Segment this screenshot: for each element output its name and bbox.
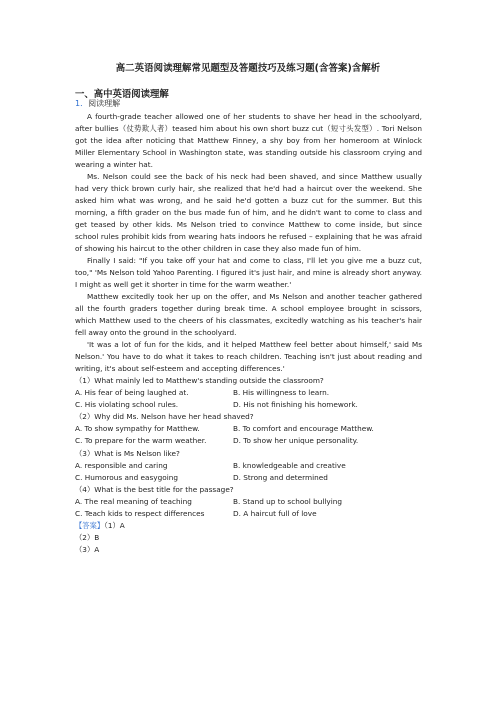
option: C. To prepare for the warm weather. — [75, 436, 207, 446]
question-stem: （2）Why did Ms. Nelson have her head shaved? — [75, 412, 254, 422]
answer-row — [75, 544, 422, 556]
option-row — [75, 508, 422, 520]
option: B. Stand up to school bullying — [233, 496, 343, 506]
question-label: 阅读理解 — [88, 99, 121, 108]
answer-label: 【答案】 — [75, 521, 105, 531]
option: B. knowledgeable and creative — [233, 460, 346, 470]
answer-item: （1）A — [104, 521, 125, 531]
question-heading — [75, 98, 120, 109]
paragraph: Matthew excitedly took her up on the offer, and Ms Nelson and another teacher gathered all the fourth graders together during break time. A school employee brought in scissors, which Matthew used to the cheers of his classmates, excitedly watching as his teacher's hair fell away onto the ground in the schoolyard. — [75, 292, 422, 337]
option: A. The real meaning of teaching — [75, 496, 192, 506]
option-row — [75, 496, 422, 508]
question-stem: （4）What is the best title for the passage? — [75, 484, 234, 494]
answer-item: （2）B — [75, 533, 100, 543]
answer-item: （3）A — [75, 545, 100, 555]
answer-row — [75, 532, 422, 544]
passage-body — [75, 111, 422, 556]
option: C. Humorous and easygoing — [75, 472, 178, 482]
option: B. His willingness to learn. — [233, 388, 330, 398]
question-stem: （3）What is Ms Nelson like? — [75, 448, 180, 458]
section-heading: 一、高中英语阅读理解 — [75, 89, 169, 100]
answer-row — [75, 520, 422, 532]
question-stem: （1）What mainly led to Matthew's standing outside the classroom? — [75, 376, 324, 385]
option: B. To comfort and encourage Matthew. — [233, 424, 374, 434]
option-row — [75, 423, 422, 435]
page-title: 高二英语阅读理解常见题型及答题技巧及练习题(含答案)含解析 — [115, 63, 381, 74]
option: A. His fear of being laughed at. — [75, 388, 189, 398]
option: D. A haircut full of love — [233, 509, 317, 519]
option: D. His not finishing his homework. — [233, 400, 358, 410]
option: C. His violating school rules. — [75, 400, 179, 410]
option-row — [75, 387, 422, 399]
question-number: 1． — [75, 99, 89, 108]
option: D. To show her unique personality. — [233, 436, 359, 446]
paragraph: Finally I said: "If you take off your hat and come to class, I'll let you give me a buzz cut, too," 'Ms Nelson told Yahoo Parenting. I figured it's just hair, and mine is already short anyway. I might as well get it shorter in time for the warm weather.' — [75, 256, 422, 289]
option: D. Strong and determined — [233, 472, 328, 482]
option-row — [75, 399, 422, 411]
option-row — [75, 472, 422, 484]
option: A. responsible and caring — [75, 460, 168, 470]
option: A. To show sympathy for Matthew. — [75, 424, 200, 434]
option-row — [75, 460, 422, 472]
option: C. Teach kids to respect differences — [75, 509, 205, 519]
paragraph: Ms. Nelson could see the back of his neck had been shaved, and since Matthew usually had very thick brown curly hair, she realized that he'd had a haircut over the weekend. She asked him what was wrong, and he said he'd gotten a buzz cut for the summer. But this morning, a fifth grader on the bus made fun of him, and he didn't want to come to class and get teased by other kids. Ms Nelson tried to convince Matthew to come inside, but since school rules prohibit kids from wearing hats indoors he refused – explaining that he was afraid of showing his haircut to the other children in case they also made fun of him. — [75, 172, 422, 253]
paragraph: A fourth-grade teacher allowed one of her students to shave her head in the schoolyard, after bullies（仗势欺人者）teased him about his own short buzz cut（短寸头发型）. Tori Nelson got the idea after noticing that Matthew Finney, a shy boy from her homeroom at Winlock Miller Elementary School in Washington state, was standing outside his classroom crying and wearing a winter hat. — [75, 112, 422, 169]
paragraph: 'It was a lot of fun for the kids, and it helped Matthew feel better about himself,' said Ms Nelson.' You have to do what it takes to reach children. Teaching isn't just about reading and writing, it's about self-esteem and accepting differences.' — [75, 340, 422, 373]
option-row — [75, 435, 422, 447]
